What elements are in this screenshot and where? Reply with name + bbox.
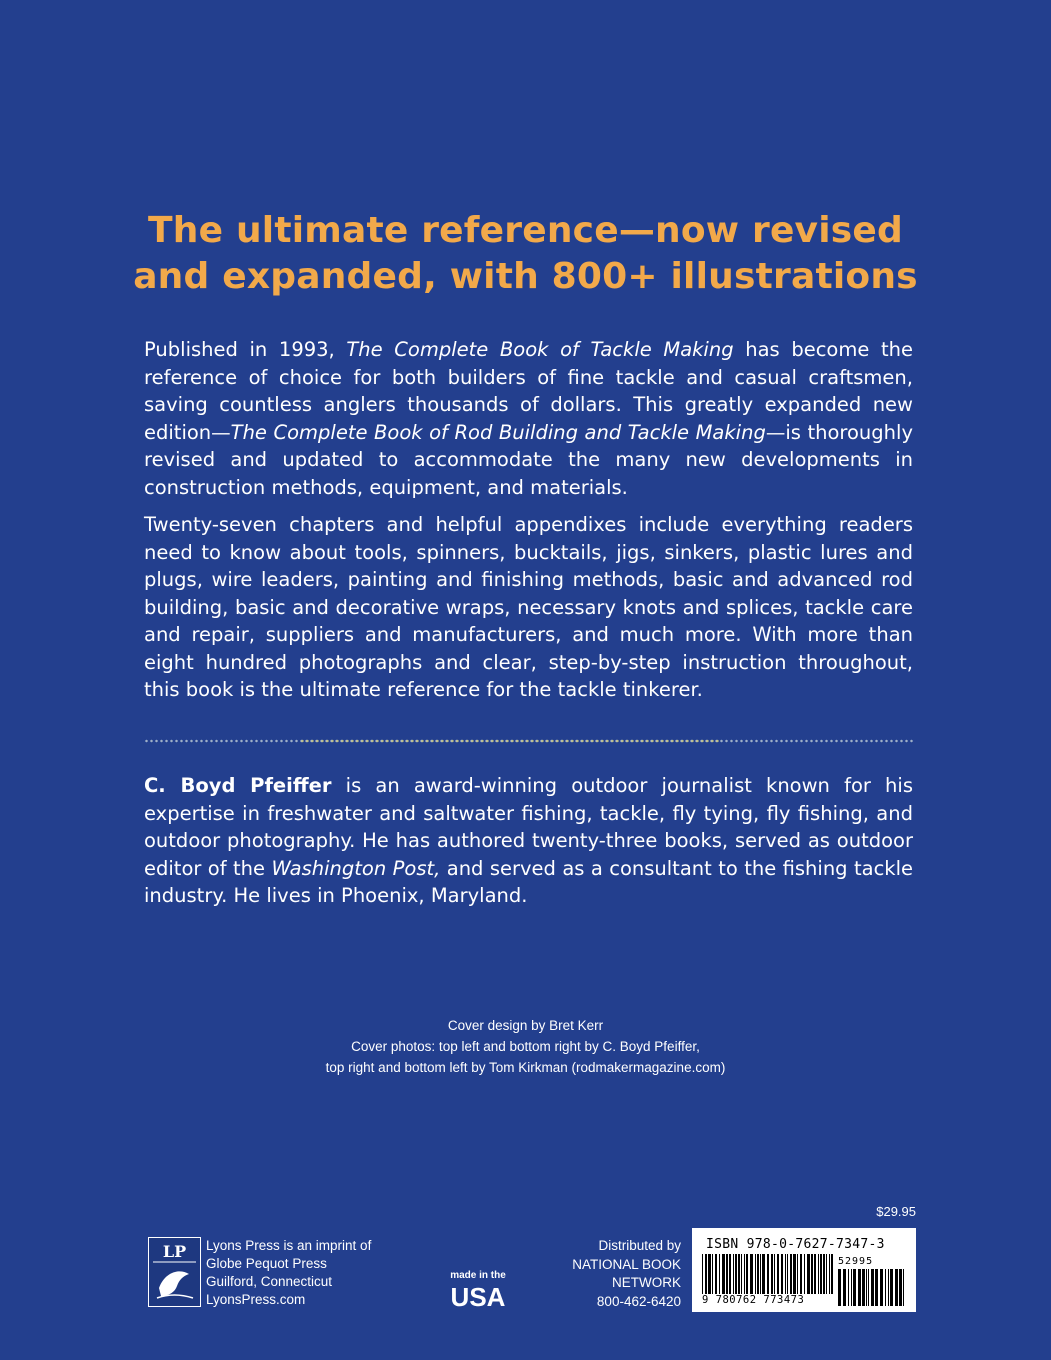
barcode-bar — [744, 1254, 745, 1294]
barcode-bar — [726, 1254, 728, 1294]
barcode-bar — [818, 1254, 819, 1294]
description-paragraph-1 — [144, 336, 913, 501]
bio-text-2: and served as a consultant to the fishing tackle industry. He lives in Phoenix, Maryland. — [144, 856, 913, 907]
barcode-bar — [738, 1254, 740, 1294]
barcode-bar — [708, 1254, 711, 1294]
barcode-digits: 9 780762 773473 — [702, 1294, 805, 1306]
barcode-bar — [733, 1254, 734, 1294]
author-bio — [144, 772, 913, 910]
barcode-bar — [858, 1269, 861, 1306]
barcode-bar — [774, 1254, 775, 1294]
made-in-the-text: made in the — [450, 1270, 506, 1281]
para2-text: Twenty-seven chapters and helpful appendixes include everything readers need to know about tools, spinners, bucktails, jigs, sinkers, plastic lures and plugs, wire leaders, painting and finishing methods, basic and advanced rod building, basic and decorative wraps, necessary knots and splices, tackle care and repair, suppliers and manufacturers, and much more. With more than eight hundred photographs and clear, step-by-step instruction throughout, this book is the ultimate reference for the tackle tinkerer. — [144, 513, 913, 701]
distributor-line-2: NATIONAL BOOK — [572, 1256, 681, 1272]
barcode-bar — [890, 1269, 893, 1306]
barcode-bar — [722, 1254, 725, 1294]
description-paragraph-2 — [144, 511, 913, 704]
publication-name: Washington Post, — [271, 856, 441, 880]
barcode-bar — [903, 1269, 904, 1306]
barcode-bar — [851, 1269, 852, 1306]
barcode-price-code: 52995 — [838, 1256, 874, 1267]
publisher-line-2: Globe Pequot Press — [206, 1256, 327, 1271]
barcode-bar — [702, 1254, 703, 1294]
barcode-bar — [797, 1254, 798, 1294]
barcode-bar — [848, 1269, 849, 1306]
cover-photo-credit-1: Cover photos: top left and bottom right by C. Boyd Pfeiffer, — [351, 1039, 700, 1054]
barcode-bar — [888, 1269, 889, 1306]
headline — [100, 208, 951, 300]
barcode-bar — [781, 1254, 783, 1294]
barcode-bar — [829, 1254, 830, 1294]
para1-text-3: —is thoroughly revised and updated to accommodate the many new developments in construction methods, equipment, and materials. — [144, 420, 913, 499]
barcode-bar — [814, 1254, 816, 1294]
logo-letters: LP — [162, 1242, 187, 1261]
barcode-bar — [785, 1254, 786, 1294]
original-book-title: The Complete Book of Tackle Making — [346, 338, 734, 361]
barcode-bar — [811, 1254, 813, 1294]
headline-line-1: The ultimate reference—now revised — [148, 210, 903, 251]
barcode-bar — [790, 1254, 792, 1294]
cover-design-credit: Cover design by Bret Kerr — [447, 1018, 604, 1033]
barcode-bar — [820, 1254, 822, 1294]
barcode-bar — [793, 1254, 796, 1294]
barcode-bar — [735, 1254, 737, 1294]
barcode-bar — [800, 1254, 802, 1294]
barcode-bar — [760, 1254, 761, 1294]
distributor-line-1: Distributed by — [598, 1238, 681, 1253]
lyons-press-logo — [148, 1237, 201, 1307]
bio-text-1: is an award-winning outdoor journalist known for his expertise in freshwater and saltwater fishing, tackle, fly tying, fly fishing, and outdoor photography. He has authored twenty-three books, served as outdoor editor of the — [144, 774, 913, 880]
barcode-bar — [838, 1269, 841, 1306]
barcode-bar — [719, 1254, 720, 1294]
publisher-info — [206, 1237, 426, 1309]
distributor-line-3: NETWORK — [612, 1275, 681, 1290]
barcode-bar — [880, 1269, 883, 1306]
barcode-bar — [741, 1254, 742, 1294]
barcode-bar — [729, 1254, 731, 1294]
barcode-supplement — [838, 1269, 906, 1306]
dotted-divider-highlight — [300, 739, 720, 743]
barcode-bar — [712, 1254, 713, 1294]
publisher-line-3: Guilford, Connecticut — [206, 1274, 333, 1289]
barcode-bar — [777, 1254, 779, 1294]
barcode-bar — [767, 1254, 769, 1294]
barcode-bar — [868, 1269, 869, 1306]
barcode-bar — [757, 1254, 759, 1294]
barcode-main — [702, 1254, 834, 1294]
barcode-bar — [862, 1269, 865, 1306]
usa-text: USA — [450, 1282, 506, 1310]
barcode-bar — [750, 1254, 753, 1294]
barcode-bar — [807, 1254, 810, 1294]
made-in-usa-badge — [447, 1266, 509, 1310]
barcode-bar — [755, 1254, 756, 1294]
barcode-bar — [787, 1254, 788, 1294]
barcode-bar — [843, 1269, 846, 1306]
barcode-bar — [705, 1254, 707, 1294]
barcode-bar — [826, 1254, 827, 1294]
barcode-bar — [804, 1254, 805, 1294]
publisher-line-1: Lyons Press is an imprint of — [206, 1238, 372, 1253]
isbn-barcode-box — [692, 1228, 916, 1312]
barcode-bar — [831, 1254, 833, 1294]
barcode-bar — [715, 1254, 717, 1294]
lyons-press-logo-icon — [149, 1238, 200, 1306]
barcode-bar — [762, 1254, 765, 1294]
barcode-bar — [899, 1269, 902, 1306]
barcode-bar — [771, 1254, 773, 1294]
distributor-info — [530, 1237, 681, 1311]
author-name: C. Boyd Pfeiffer — [144, 774, 332, 797]
barcode-bar — [853, 1269, 856, 1306]
barcode-bar — [885, 1269, 886, 1306]
distributor-phone: 800-462-6420 — [596, 1293, 681, 1309]
barcode-bar — [866, 1269, 867, 1306]
cover-photo-credit-2: top right and bottom left by Tom Kirkman (rodmakermagazine.com) — [325, 1060, 726, 1075]
barcode-bar — [823, 1254, 825, 1294]
price-label: $29.95 — [876, 1204, 916, 1219]
isbn-number: ISBN 978-0-7627-7347-3 — [706, 1237, 885, 1252]
barcode-bar — [871, 1269, 874, 1306]
headline-line-2: and expanded, with 800+ illustrations — [133, 256, 918, 297]
barcode-bar — [895, 1269, 898, 1306]
cover-credits — [200, 1015, 851, 1078]
made-in-usa-icon — [447, 1266, 509, 1310]
barcode-bar — [875, 1269, 878, 1306]
barcode-bar — [746, 1254, 748, 1294]
para1-text-2: has become the reference of choice for both builders of fine tackle and casual craftsmen, saving countless anglers thousands of dollars. This greatly expanded new edition— — [144, 338, 913, 444]
new-book-title: The Complete Book of Rod Building and Tackle Making — [230, 420, 766, 444]
para1-text-1: Published in 1993, — [144, 338, 347, 361]
publisher-website: LyonsPress.com — [206, 1292, 306, 1307]
